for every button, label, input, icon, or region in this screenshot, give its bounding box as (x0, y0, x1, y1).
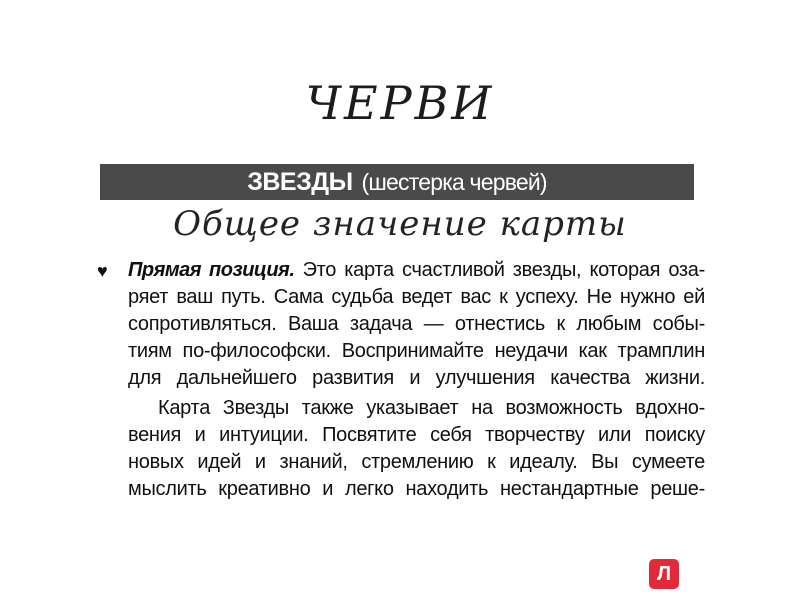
paragraph-upright-position (128, 257, 705, 392)
text-line: вения и интуиции. Посвятите себя творчеству или поиску (128, 424, 705, 446)
text-line: мыслить креативно и легко находить нестандартные реше- (128, 478, 705, 500)
card-title-banner (100, 164, 694, 200)
text-line: ряет ваш путь. Сама судьба ведет вас к успеху. Не нужно ей (128, 286, 705, 308)
paragraph-star-meaning (128, 395, 705, 503)
body-text (128, 257, 705, 503)
paragraph-lead: Прямая позиция. (128, 259, 295, 281)
text-line: Карта Звезды также указывает на возможность вдохно- (158, 397, 705, 419)
text-line: новых идей и знаний, стремлению к идеалу. Вы сумеете (128, 451, 705, 473)
labirint-logo-watermark: Л (649, 559, 679, 589)
text-line: для дальнейшего развития и улучшения качества жизни. (128, 367, 705, 389)
card-name: ЗВЕЗДЫ (247, 167, 353, 196)
text-line: тиям по-философски. Воспринимайте неудачи как трамплин (128, 340, 705, 362)
section-title: ЧЕРВИ (305, 76, 495, 130)
text-line: сопротивляться. Ваша задача — отнестись к любым собы- (128, 313, 705, 335)
subsection-title: Общее значение карты (173, 204, 627, 244)
heart-icon: ♥ (97, 261, 108, 281)
text-line (128, 257, 705, 284)
card-suit: (шестерка червей) (361, 168, 547, 195)
text-line-rest: Это карта счастливой звезды, которая оза- (302, 259, 705, 281)
